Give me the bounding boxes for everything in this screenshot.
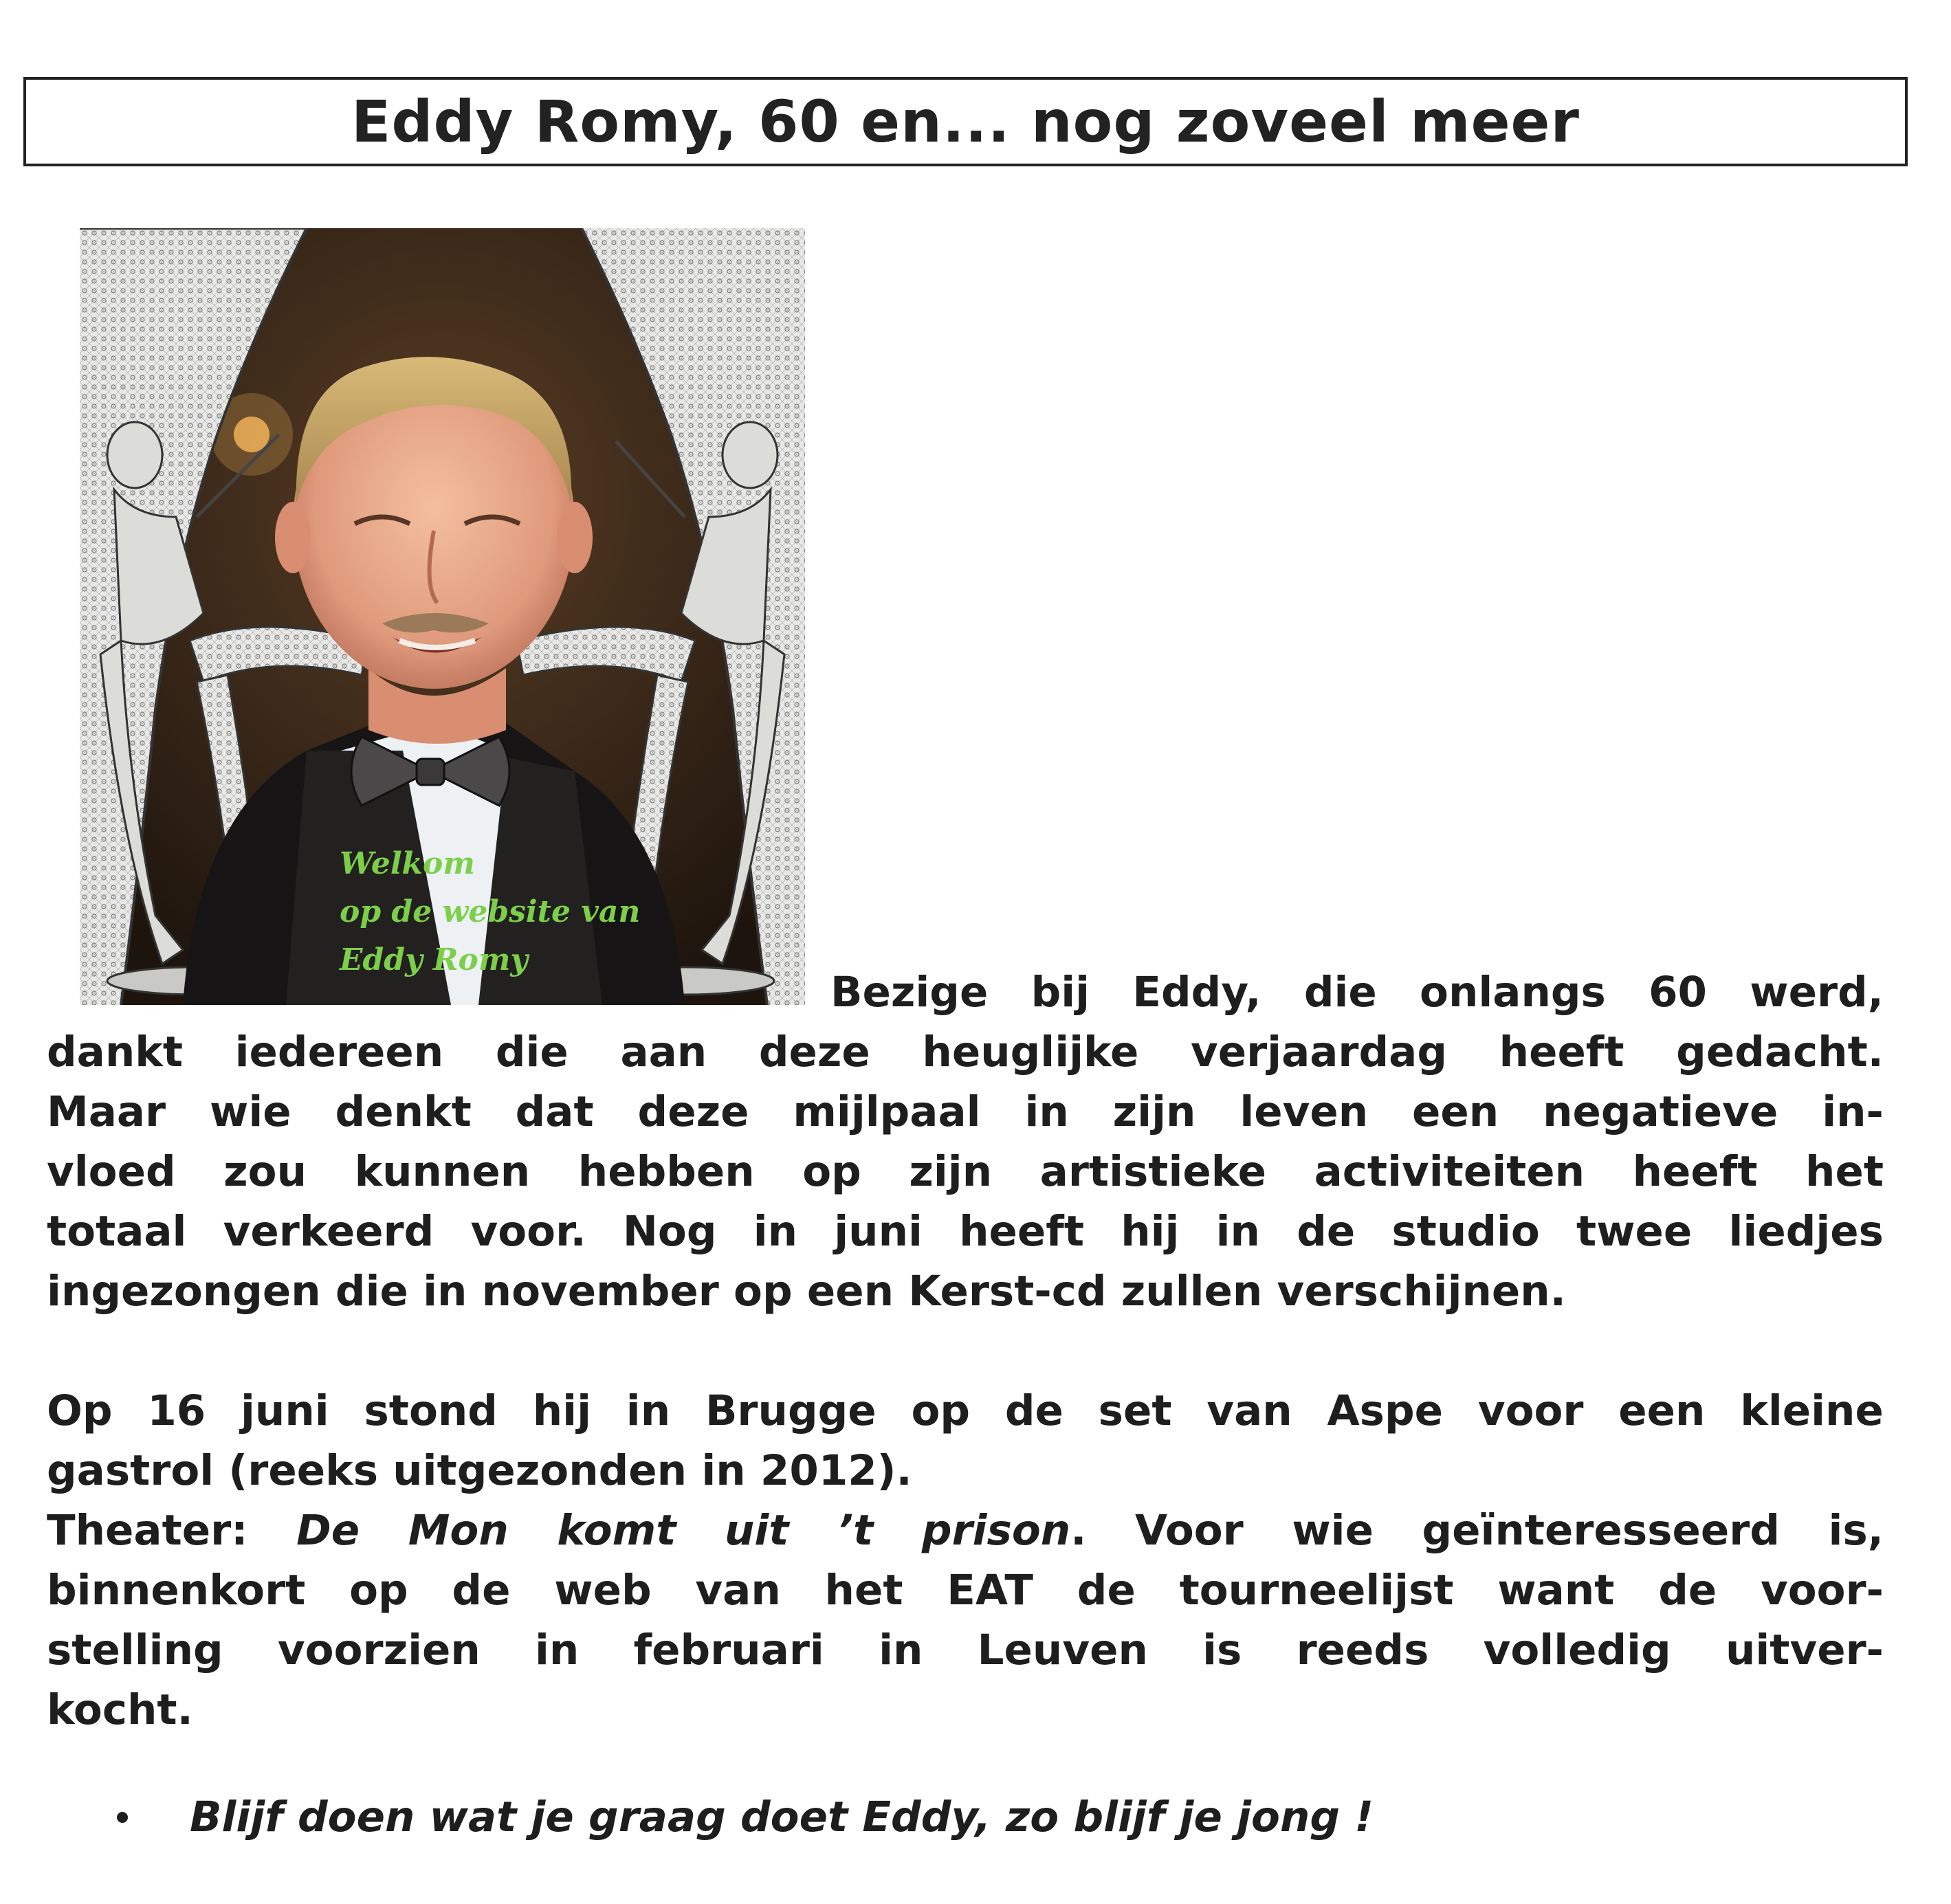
paragraph-3-line [47,1620,1884,1680]
word: kleine [1740,1386,1884,1435]
word: op [349,1566,408,1615]
word: deze [758,1028,870,1076]
word: een [1412,1087,1499,1136]
word: 16 [147,1386,206,1435]
photo-caption-line: Welkom [340,846,475,881]
word: in [626,1386,671,1435]
word: wie [210,1087,291,1136]
word: artistieke [1039,1147,1267,1196]
word: uitver- [1725,1626,1884,1674]
article-title: Eddy Romy, 60 en... nog zoveel meer [351,88,1580,155]
word: deze [637,1087,749,1136]
word: EAT [947,1566,1034,1615]
word: negatieve [1543,1087,1778,1136]
paragraph-3-line [47,1501,1884,1560]
paragraph-3-line [47,1680,1884,1740]
paragraph-1-line-text: ingezongen die in november op een Kerst-cd zullen verschijnen. [47,1267,1566,1316]
title-box [23,77,1908,166]
paragraph-1-line [47,1142,1884,1202]
paragraph-1-line [47,1261,1884,1321]
word: Maar [47,1087,166,1136]
word: werd, [1750,968,1884,1017]
play-title-word: Mon [408,1506,509,1555]
word: in [1024,1087,1069,1136]
word: want [1497,1566,1615,1615]
word: web [554,1566,652,1615]
paragraph-1-line [47,1022,1884,1082]
word: vloed [47,1147,176,1196]
paragraph-1-line [47,962,1884,1022]
bullet-icon [117,1812,128,1823]
word: het [824,1566,903,1615]
word: 60 [1649,968,1707,1017]
word: heeft [959,1207,1084,1256]
play-title-word: ’t [837,1506,874,1555]
word: is, [1828,1506,1884,1555]
word: voor- [1761,1566,1884,1615]
word: heeft [1499,1028,1624,1076]
word: liedjes [1728,1207,1884,1256]
portrait-photo [80,228,805,1005]
play-title-word: komt [557,1506,676,1555]
word: in [535,1626,580,1674]
word: is [1202,1626,1242,1674]
word: Bezige [830,968,989,1017]
word: twee [1576,1207,1693,1256]
paragraph-2-line [47,1441,1884,1501]
word: dankt [47,1028,183,1076]
closing-bullet [117,1793,1374,1841]
word: voor [1477,1386,1584,1435]
word: verkeerd [223,1207,434,1256]
word: die [1303,968,1377,1017]
paragraph-3-line [47,1560,1884,1620]
word: voor. [470,1207,586,1256]
word: studio [1391,1207,1540,1256]
article-body [47,962,1884,1740]
word: denkt [335,1087,472,1136]
word: binnenkort [47,1566,306,1615]
word: in- [1822,1087,1884,1136]
word: Nog [622,1207,717,1256]
word: in [1215,1207,1260,1256]
word: voorzien [277,1626,481,1674]
word: reeds [1296,1626,1429,1674]
word: leven [1239,1087,1369,1136]
word: de [1658,1566,1717,1615]
paragraph-1-line [47,1082,1884,1142]
word: activiteiten [1314,1147,1585,1196]
word: gedacht. [1676,1028,1884,1076]
word: de [1297,1207,1356,1256]
paragraph-3-line-text: kocht. [47,1685,193,1734]
play-title-word: De [296,1506,360,1555]
word: Voor [1134,1506,1244,1555]
word: iedereen [234,1028,444,1076]
word: februari [633,1626,824,1674]
closing-text: Blijf doen wat je graag doet Eddy, zo blijf je jong ! [190,1793,1374,1841]
word: hij [532,1386,591,1435]
word: juni [834,1207,923,1256]
word: in [879,1626,923,1674]
word: van [695,1566,781,1615]
paragraph-1-line [47,1202,1884,1261]
word: dat [515,1087,594,1136]
word: mijlpaal [793,1087,981,1136]
word: aan [620,1028,707,1076]
word: bij [1030,968,1090,1017]
photo-caption-line: op de website van [340,894,641,929]
word: heuglijke [922,1028,1139,1076]
word: volledig [1483,1626,1671,1674]
word: wie [1292,1506,1374,1555]
word: stelling [47,1626,223,1674]
word: het [1805,1147,1884,1196]
play-title-word: uit [724,1506,789,1555]
word: Op [47,1386,113,1435]
word: Eddy, [1132,968,1261,1017]
word: zijn [909,1147,993,1196]
word: kunnen [354,1147,531,1196]
paragraph-2-line-text: gastrol (reeks uitgezonden in 2012). [47,1446,912,1495]
word: geïnteresseerd [1422,1506,1780,1555]
word: tourneelijst [1179,1566,1454,1615]
word: die [495,1028,569,1076]
word: stond [364,1386,498,1435]
word: zijn [1112,1087,1196,1136]
word: de [1077,1566,1136,1615]
word: totaal [47,1207,187,1256]
word: hebben [577,1147,755,1196]
word: zou [223,1147,307,1196]
word: Leuven [977,1626,1148,1674]
word: set [1098,1386,1172,1435]
word: de [1004,1386,1063,1435]
word: op [802,1147,861,1196]
word: in [753,1207,798,1256]
word: juni [241,1386,329,1435]
photo-caption-line: Eddy Romy [340,942,528,977]
word: onlangs [1420,968,1606,1017]
word: hij [1121,1207,1180,1256]
word: op [911,1386,971,1435]
paragraph-2-line [47,1381,1884,1441]
word: Aspe [1327,1386,1444,1435]
word: verjaardag [1190,1028,1447,1076]
word: heeft [1632,1147,1758,1196]
word: de [452,1566,511,1615]
play-title-word: prison. [921,1506,1087,1555]
theater-label: Theater: [47,1506,248,1555]
word: Brugge [705,1386,877,1435]
word: een [1618,1386,1706,1435]
word: van [1206,1386,1292,1435]
